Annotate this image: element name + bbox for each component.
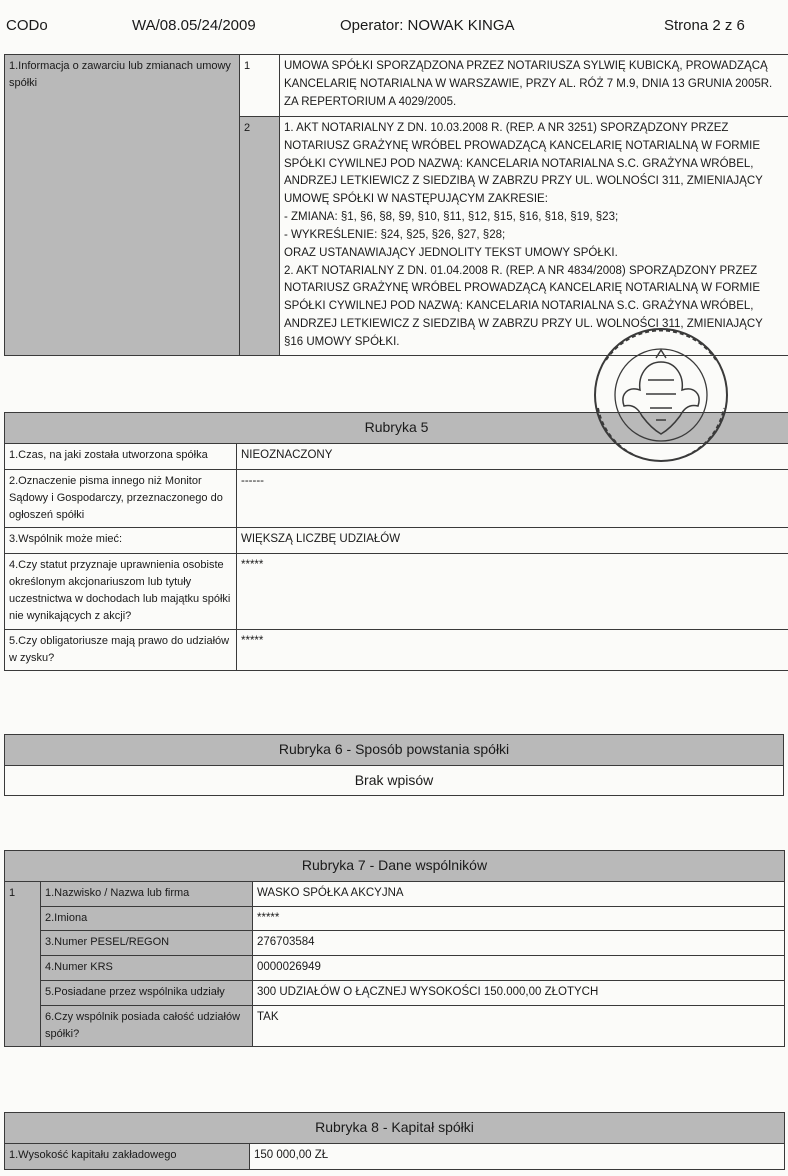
header-code: CODo bbox=[6, 17, 48, 34]
field-label: 5.Czy obligatoriusze mają prawo do udziałów w zysku? bbox=[5, 629, 237, 670]
official-seal-icon bbox=[576, 320, 746, 470]
field-value: NIEOZNACZONY bbox=[237, 443, 788, 469]
table-row bbox=[5, 980, 785, 1005]
field-label: 1.Wysokość kapitału zakładowego bbox=[5, 1143, 250, 1169]
page-header bbox=[0, 0, 788, 44]
rubryka-6-table bbox=[4, 734, 784, 796]
table-row bbox=[5, 956, 785, 981]
text-line: - WYKREŚLENIE: §24, §25, §26, §27, §28; bbox=[284, 228, 506, 241]
table-row bbox=[5, 55, 788, 117]
field-label: 4.Czy statut przyznaje uprawnienia osobiste określonym akcjonariuszom lub tytuły uczestnictwa w dochodach lub majątku spółki nie wynikających z akcji? bbox=[5, 553, 237, 629]
field-label: 6.Czy wspólnik posiada całość udziałów spółki? bbox=[41, 1005, 253, 1046]
header-page: Strona 2 z 6 bbox=[664, 17, 745, 34]
field-value: WASKO SPÓŁKA AKCYJNA bbox=[253, 881, 785, 906]
field-value: WIĘKSZĄ LICZBĘ UDZIAŁÓW bbox=[237, 527, 788, 553]
header-ref: WA/08.05/24/2009 bbox=[132, 17, 256, 34]
table-row bbox=[5, 931, 785, 956]
table-row bbox=[5, 527, 788, 553]
rubryka-8-table bbox=[4, 1112, 785, 1170]
field-label: 2.Imiona bbox=[41, 906, 253, 931]
text-line: 1. AKT NOTARIALNY Z DN. 10.03.2008 R. (REP. A NR 3251) SPORZĄDZONY PRZEZ NOTARIUSZ GRAŻYNĘ WRÓBEL PROWADZĄCĄ KANCELARIĘ NOTARIALNĄ W FORMIE SPÓŁKI CYWILNEJ POD NAZWĄ: KANCELARIA NOTARIALNA S.C. GRAŻYNA WRÓBEL, ANDRZEJ LETKIEWICZ Z SIEDZIBĄ W ZABRZU PRZY UL. WOLNOŚCI 311, ZMIENIAJĄCY UMOWĘ SPÓŁKI W NASTĘPUJĄCYM ZAKRESIE: bbox=[284, 122, 763, 206]
section-empty-note: Brak wpisów bbox=[5, 765, 784, 796]
section-title: Rubryka 7 - Dane wspólników bbox=[5, 851, 785, 882]
table-row bbox=[5, 553, 788, 629]
section-title: Rubryka 6 - Sposób powstania spółki bbox=[5, 735, 784, 766]
row-number: 1 bbox=[240, 55, 280, 117]
table-row bbox=[5, 906, 785, 931]
field-value: 276703584 bbox=[253, 931, 785, 956]
field-value: 0000026949 bbox=[253, 956, 785, 981]
table-row bbox=[5, 629, 788, 670]
agreement-table bbox=[4, 54, 788, 356]
section-title: Rubryka 5 bbox=[5, 413, 788, 444]
table-row bbox=[5, 1005, 785, 1046]
text-line: UMOWA SPÓŁKI SPORZĄDZONA PRZEZ NOTARIUSZA SYLWIĘ KUBICKĄ, PROWADZĄCĄ KANCELARIĘ NOTARIALNA W WARSZAWIE, PRZY AL. RÓŻ 7 M.9, DNIA 13 GRUNIA 2005R. ZA REPERTORIUM A 4029/2005. bbox=[284, 60, 773, 108]
section-title: Rubryka 8 - Kapitał spółki bbox=[5, 1113, 785, 1144]
field-value: 300 UDZIAŁÓW O ŁĄCZNEJ WYSOKOŚCI 150.000,00 ZŁOTYCH bbox=[253, 980, 785, 1005]
agreement-text bbox=[280, 55, 788, 117]
agreement-label: 1.Informacja o zawarciu lub zmianach umowy spółki bbox=[5, 55, 240, 356]
table-row bbox=[5, 881, 785, 906]
header-operator: Operator: NOWAK KINGA bbox=[340, 17, 515, 34]
field-value: ***** bbox=[253, 906, 785, 931]
partner-number: 1 bbox=[5, 881, 41, 1046]
field-label: 2.Oznaczenie pisma innego niż Monitor Sądowy i Gospodarczy, przeznaczonego do ogłoszeń spółki bbox=[5, 469, 237, 527]
field-label: 3.Numer PESEL/REGON bbox=[41, 931, 253, 956]
text-line: 2. AKT NOTARIALNY Z DN. 01.04.2008 R. (REP. A NR 4834/2008) SPORZĄDZONY PRZEZ NOTARIUSZ GRAŻYNĘ WRÓBEL PROWADZĄCĄ KANCELARIĘ NOTARIALNĄ W FORMIE SPÓŁKI CYWILNEJ POD NAZWĄ: KANCELARIA NOTARIALNA S.C. GRAŻYNA WRÓBEL, ANDRZEJ LETKIEWICZ Z SIEDZIBĄ W ZABRZU PRZY UL. WOLNOŚCI 311, ZMIENIAJĄCY §16 UMOWY SPÓŁKI. bbox=[284, 264, 763, 348]
row-number: 2 bbox=[240, 117, 280, 356]
field-label: 5.Posiadane przez wspólnika udziały bbox=[41, 980, 253, 1005]
field-value: ------ bbox=[237, 469, 788, 527]
field-value: ***** bbox=[237, 629, 788, 670]
field-label: 1.Nazwisko / Nazwa lub firma bbox=[41, 881, 253, 906]
field-value: ***** bbox=[237, 553, 788, 629]
table-row bbox=[5, 1143, 785, 1169]
text-line: - ZMIANA: §1, §6, §8, §9, §10, §11, §12, §15, §16, §18, §19, §23; bbox=[284, 211, 619, 224]
field-value: TAK bbox=[253, 1005, 785, 1046]
field-label: 1.Czas, na jaki została utworzona spółka bbox=[5, 443, 237, 469]
table-row bbox=[5, 469, 788, 527]
field-label: 4.Numer KRS bbox=[41, 956, 253, 981]
text-line: ORAZ USTANAWIAJĄCY JEDNOLITY TEKST UMOWY SPÓŁKI. bbox=[284, 246, 618, 259]
field-value: 150 000,00 ZŁ bbox=[250, 1143, 785, 1169]
rubryka-7-table bbox=[4, 850, 785, 1047]
field-label: 3.Wspólnik może mieć: bbox=[5, 527, 237, 553]
